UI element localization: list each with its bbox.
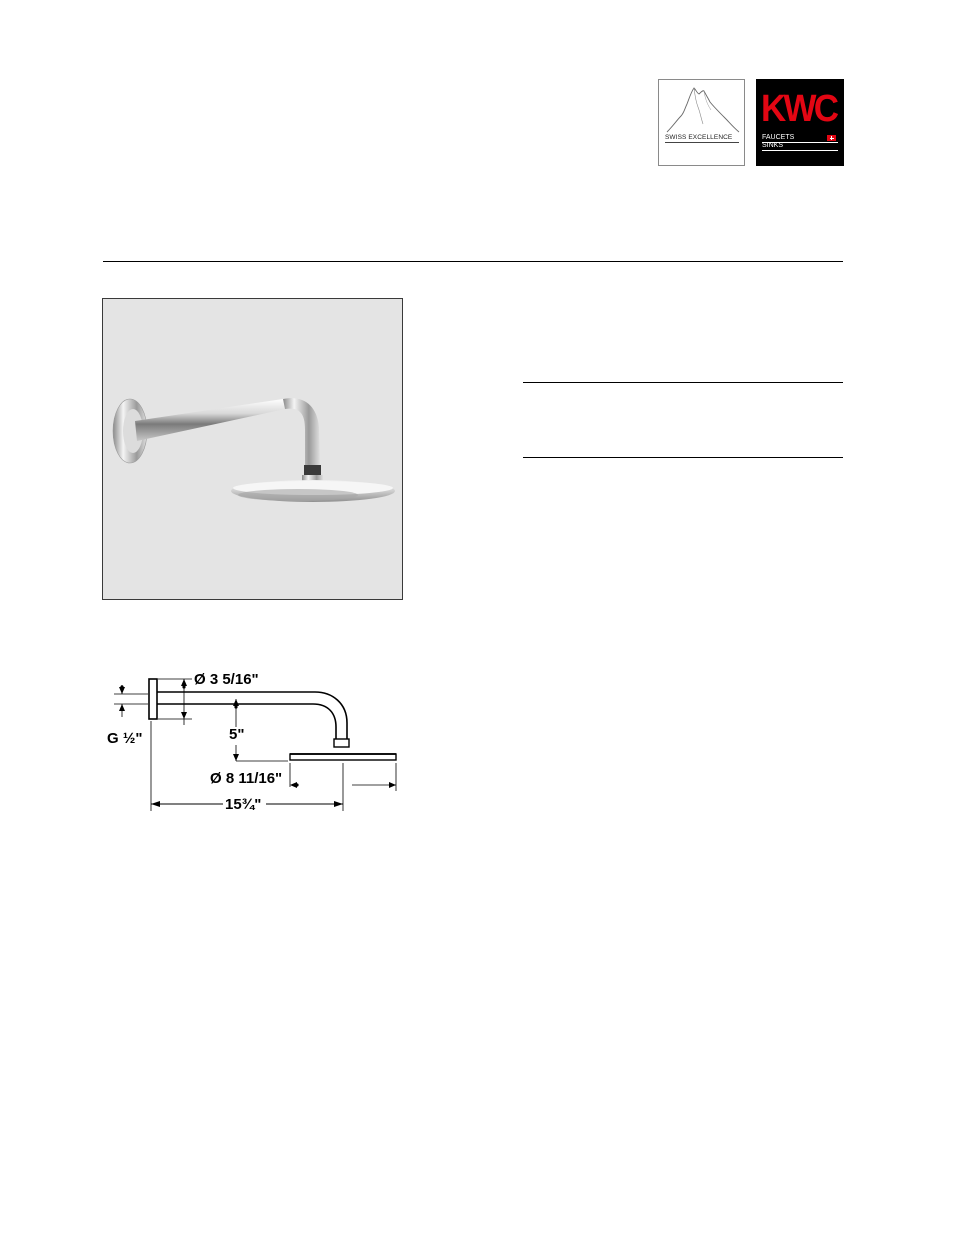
spec-divider-bottom	[523, 457, 843, 458]
kwc-faucets-label: FAUCETS	[762, 134, 838, 143]
head-diameter-label: Ø 8 11/16"	[210, 770, 283, 787]
kwc-logo	[756, 79, 844, 166]
kwc-sinks-label: SINKS	[762, 142, 838, 151]
swiss-flag-icon	[827, 135, 836, 141]
arm-projection-label: 15¾"	[225, 796, 262, 813]
spec-divider-top	[523, 382, 843, 383]
flange-diameter-label: Ø 3 5/16"	[194, 671, 259, 688]
swiss-excellence-logo	[658, 79, 745, 166]
swiss-excellence-caption: SWISS EXCELLENCE	[665, 134, 739, 143]
header-divider	[103, 261, 843, 262]
matterhorn-mountain-icon	[659, 80, 746, 167]
shower-arm-illustration	[103, 299, 402, 599]
kwc-wordmark: KWC	[761, 88, 837, 130]
product-photo	[102, 298, 403, 600]
connection-size-label: G ½"	[107, 730, 143, 747]
drop-height-label: 5"	[229, 726, 245, 743]
